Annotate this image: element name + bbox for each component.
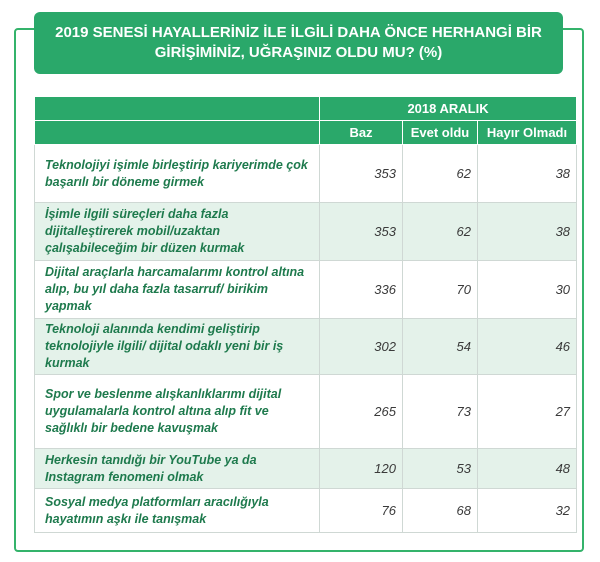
- row-label: Teknolojiyi işimle birleştirip kariyerimde çok başarılı bir döneme girmek: [35, 145, 320, 203]
- data-table: [34, 96, 577, 533]
- cell-hayir: 30: [478, 261, 577, 319]
- header-blank-2: [35, 121, 320, 145]
- cell-evet: 70: [403, 261, 478, 319]
- cell-baz: 265: [320, 375, 403, 449]
- cell-hayir: 46: [478, 319, 577, 375]
- cell-hayir: 48: [478, 449, 577, 489]
- cell-baz: 353: [320, 203, 403, 261]
- table-row: [35, 375, 577, 449]
- title-line-1: 2019 SENESİ HAYALLERİNİZ İLE İLGİLİ DAHA ÖNCE HERHANGİ BİR: [55, 24, 542, 41]
- page-title: [34, 12, 563, 74]
- header-blank: [35, 97, 320, 121]
- row-label: Dijital araçlarla harcamalarımı kontrol altına alıp, bu yıl daha fazla tasarruf/ birikim yapmak: [35, 261, 320, 319]
- cell-baz: 336: [320, 261, 403, 319]
- cell-evet: 62: [403, 203, 478, 261]
- table-row: [35, 449, 577, 489]
- table-row: [35, 261, 577, 319]
- period-header: 2018 ARALIK: [320, 97, 577, 121]
- title-line-2: GİRİŞİMİNİZ, UĞRAŞINIZ OLDU MU? (%): [154, 44, 443, 61]
- cell-baz: 353: [320, 145, 403, 203]
- cell-evet: 53: [403, 449, 478, 489]
- table-row: [35, 319, 577, 375]
- cell-hayir: 32: [478, 489, 577, 533]
- row-label: Spor ve beslenme alışkanlıklarımı dijital uygulamalarla kontrol altına alıp fit ve sağlıklı bir bedene kavuşmak: [35, 375, 320, 449]
- column-header-evet: Evet oldu: [403, 121, 478, 145]
- row-label: Teknoloji alanında kendimi geliştirip teknolojiyle ilgili/ dijital odaklı yeni bir iş kurmak: [35, 319, 320, 375]
- cell-baz: 120: [320, 449, 403, 489]
- row-label: Sosyal medya platformları aracılığıyla hayatımın aşkı ile tanışmak: [35, 489, 320, 533]
- cell-baz: 302: [320, 319, 403, 375]
- table-row: [35, 489, 577, 533]
- cell-evet: 73: [403, 375, 478, 449]
- cell-hayir: 38: [478, 145, 577, 203]
- row-label: İşimle ilgili süreçleri daha fazla dijitalleştirerek mobil/uzaktan çalışabileceğim bir düzen kurmak: [35, 203, 320, 261]
- cell-hayir: 27: [478, 375, 577, 449]
- row-label: Herkesin tanıdığı bir YouTube ya da Instagram fenomeni olmak: [35, 449, 320, 489]
- cell-evet: 54: [403, 319, 478, 375]
- column-header-baz: Baz: [320, 121, 403, 145]
- table-row: [35, 203, 577, 261]
- cell-evet: 68: [403, 489, 478, 533]
- column-header-hayir: Hayır Olmadı: [478, 121, 577, 145]
- cell-baz: 76: [320, 489, 403, 533]
- cell-hayir: 38: [478, 203, 577, 261]
- cell-evet: 62: [403, 145, 478, 203]
- table-row: [35, 145, 577, 203]
